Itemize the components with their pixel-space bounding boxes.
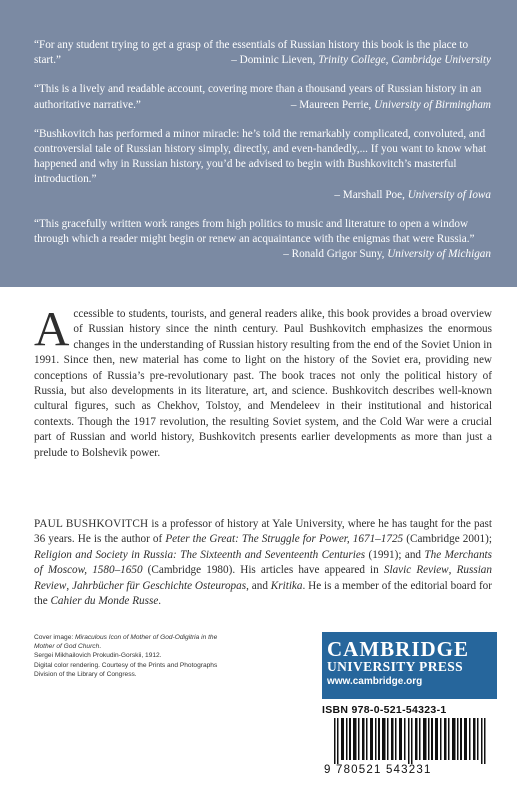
book-title: Peter the Great: The Struggle for Power, 1671–1725 bbox=[165, 533, 404, 546]
review-quote-perrie bbox=[34, 82, 491, 112]
book-title: The Merchants of Moscow, 1580–1650 bbox=[34, 548, 492, 577]
quote-text: “Bushkovitch has performed a minor miracle: he’s told the remarkably complicated, convoluted, and controversial tale of Russian history simply, directly, and even-handedly,... If you want to know what happened and why in Russian history, you’d be advised to begin with Bushkovitch’s masterful introduction.” bbox=[34, 127, 487, 186]
cover-image-credit bbox=[34, 633, 234, 679]
publisher-name: CAMBRIDGE bbox=[327, 637, 470, 661]
journal-title: Slavic Review bbox=[383, 564, 449, 577]
journal-title: Russian Review bbox=[34, 564, 492, 592]
quote-affiliation: Trinity College, Cambridge University bbox=[318, 54, 491, 67]
drop-cap: A bbox=[34, 301, 70, 356]
quote-attribution bbox=[283, 247, 491, 262]
credit-line: Cover image: Miraculous Icon of Mother of God-Odigitria in the Mother of God Church. bbox=[34, 634, 218, 651]
quote-attribution bbox=[34, 188, 491, 203]
quote-author: – Maureen Perrie, bbox=[290, 98, 372, 111]
publisher-logo bbox=[322, 632, 497, 699]
quote-affiliation: University of Michigan bbox=[387, 248, 491, 261]
isbn-barcode-block bbox=[322, 700, 497, 785]
bio-text: . He is a member of the editorial board for the bbox=[34, 579, 492, 608]
barcode-digits: 9 780521 543231 bbox=[324, 764, 432, 776]
bio-text: (Cambridge 2001); bbox=[403, 533, 492, 546]
bio-text: (Cambridge 1980). His articles have appeared in bbox=[142, 564, 384, 577]
author-name: PAUL BUSHKOVITCH bbox=[34, 518, 149, 530]
barcode-icon bbox=[334, 718, 494, 764]
quote-affiliation: University of Birmingham bbox=[374, 98, 491, 111]
credit-title: Miraculous Icon of Mother of God-Odigitria in the Mother of God Church bbox=[34, 634, 218, 651]
bio-text: is a professor of history at Yale University, where he has taught for the past 36 years. He is the author of bbox=[34, 518, 492, 546]
bio-text: . bbox=[158, 595, 162, 608]
credit-line: Sergei Mikhailovich Prokudin-Gorskii, 1912. bbox=[34, 652, 162, 660]
publisher-subtitle: UNIVERSITY PRESS bbox=[327, 659, 464, 674]
quote-text: “This gracefully written work ranges from high politics to music and literature to open a window through which a reader might begin or renew an acquaintance with the enigmas that were Russia.” bbox=[34, 217, 475, 246]
review-quote-suny bbox=[34, 217, 491, 263]
book-description bbox=[34, 301, 492, 461]
review-quote-lieven bbox=[34, 38, 491, 68]
bio-text: , bbox=[448, 564, 457, 577]
credit-line: Digital color rendering. Courtesy of the Prints and Photographs Division of the Library of Congress. bbox=[34, 661, 218, 678]
description-text: ccessible to students, tourists, and general readers alike, this book provides a broad overview of Russian history since the ninth century. Paul Bushkovitch emphasizes the enormous changes in the understanding of Russian history resulting from the end of the Soviet Union in 1991. Since then, new material has come to light on the history of the Soviet era, providing new conceptions of Russia’s pre-revolutionary past. The book traces not only the political history of Russia, but also developments in its literature, art, and science. Bushkovitch describes well-known cultural figures, such as Chekhov, Tolstoy, and Mendeleev in their institutional and historical contexts. Though the 1917 revolution, the resulting Soviet system, and the Cold War were a crucial part of Russian and world history, Bushkovitch presents earlier developments as more than just a prelude to Bolshevik power. bbox=[34, 308, 492, 459]
credit-label: Cover image: bbox=[34, 634, 76, 641]
quote-author: – Marshall Poe, bbox=[334, 188, 405, 201]
journal-title: Kritika bbox=[270, 579, 303, 592]
quote-author: – Dominic Lieven, bbox=[231, 54, 316, 67]
author-bio bbox=[34, 517, 492, 609]
journal-title: Cahier du Monde Russe bbox=[50, 595, 159, 608]
bio-text: (1991); and bbox=[365, 548, 425, 561]
quotes-panel bbox=[0, 0, 517, 287]
book-title: Religion and Society in Russia: The Sixteenth and Seventeenth Centuries bbox=[34, 548, 366, 561]
quote-attribution bbox=[231, 53, 491, 68]
quote-attribution bbox=[291, 98, 491, 113]
quote-text: “This is a lively and readable account, covering more than a thousand years of Russian history in an authoritative narrative.” bbox=[34, 83, 482, 111]
quote-author: – Ronald Grigor Suny, bbox=[283, 248, 385, 261]
review-quote-poe bbox=[34, 127, 491, 203]
publisher-url: www.cambridge.org bbox=[327, 676, 423, 687]
quote-affiliation: University of Iowa bbox=[407, 188, 491, 201]
isbn-label: ISBN 978-0-521-54323-1 bbox=[322, 704, 447, 716]
bio-text: , and bbox=[246, 579, 271, 592]
quote-text: “For any student trying to get a grasp of the essentials of Russian history this book is the place to start.” bbox=[34, 39, 469, 67]
bio-text: , bbox=[66, 579, 72, 592]
journal-title: Jahrbücher für Geschichte Osteuropas bbox=[71, 579, 247, 592]
